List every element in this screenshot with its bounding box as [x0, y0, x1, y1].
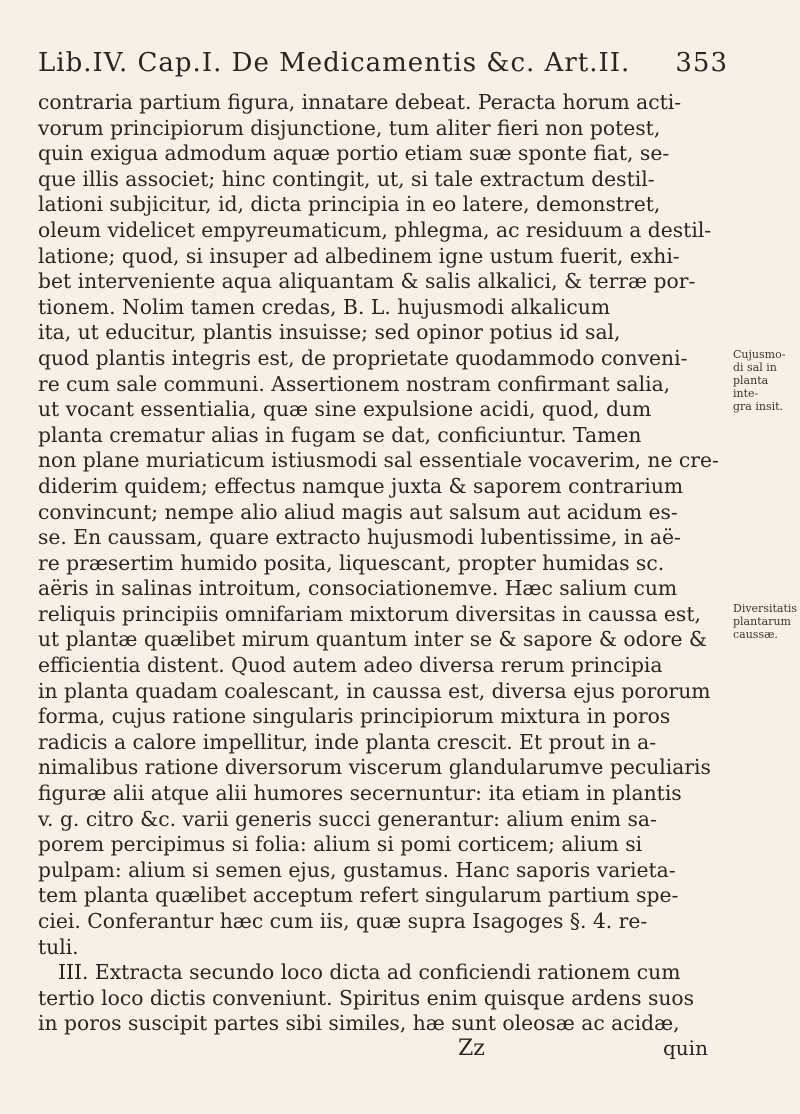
text-line: in planta quadam coalescant, in caussa est, diversa ejus pororum — [38, 678, 711, 703]
text-line: aëris in salinas introitum, consociationemve. Hæc salium cum — [38, 576, 678, 601]
text-line: quin exigua admodum aquæ portio etiam suæ sponte fiat, se- — [38, 141, 670, 166]
text-line: diderim quidem; effectus namque juxta & saporem contrarium — [38, 473, 684, 498]
text-line: convincunt; nempe alio aliud magis aut salsum aut acidum es- — [38, 499, 678, 524]
text-line: se. En caussam, quare extracto hujusmodi lubentissime, in aë- — [38, 525, 681, 550]
catchword: quin — [663, 1036, 708, 1060]
text-line: figuræ alii atque alii humores secernuntur: ita etiam in plantis — [38, 781, 682, 806]
text-line: oleum videlicet empyreumaticum, phlegma, ac residuum a destil- — [38, 217, 712, 242]
side-note-line: di sal in — [733, 361, 777, 374]
text-line: forma, cujus ratione singularis principiorum mixtura in poros — [38, 704, 671, 729]
text-line: pulpam: alium si semen ejus, gustamus. Hanc saporis varieta- — [38, 857, 676, 882]
side-note-1 — [733, 348, 795, 413]
side-note-line: Cujusmo- — [733, 348, 786, 361]
text-line: in poros suscipit partes sibi similes, hæ sunt oleosæ ac acidæ, — [38, 1011, 680, 1036]
text-line: porem percipimus si folia: alium si pomi corticem; alium si — [38, 832, 643, 857]
side-note-line: gra insit. — [733, 400, 784, 413]
text-line: latione; quod, si insuper ad albedinem igne ustum fuerit, exhi- — [38, 243, 680, 268]
text-line: ciei. Conferantur hæc cum iis, quæ supra Isagoges §. 4. re- — [38, 909, 648, 933]
text-line: reliquis principiis omnifariam mixtorum diversitas in caussa est, — [38, 601, 701, 626]
side-note-line: plantarum — [733, 615, 791, 628]
text-line: tertio loco dictis conveniunt. Spiritus enim quisque ardens suos — [38, 985, 695, 1010]
text-line: bet interveniente aqua aliquantam & salis alkalici, & terræ por- — [38, 269, 696, 294]
running-title: Lib.IV. Cap.I. De Medicamentis &c. Art.II. — [38, 48, 631, 78]
text-line: III. Extracta secundo loco dicta ad conficiendi rationem cum — [58, 960, 681, 985]
signature-mark: Zz — [458, 1036, 485, 1061]
text-line: re præsertim humido posita, liquescant, propter humidas sc. — [38, 550, 665, 575]
page-number: 353 — [675, 48, 728, 78]
side-note-2 — [733, 602, 798, 641]
side-note-line: caussæ. — [733, 628, 778, 641]
side-note-line: Diversitatis — [733, 602, 798, 615]
text-line: ut vocant essentialia, quæ sine expulsione acidi, quod, dum — [38, 397, 652, 422]
side-note-line: planta inte- — [733, 374, 769, 400]
text-line: tem planta quælibet acceptum refert singularum partium spe- — [38, 883, 679, 908]
text-line: re cum sale communi. Assertionem nostram confirmant salia, — [38, 371, 671, 396]
text-line: que illis associet; hinc contingit, ut, si tale extractum destil- — [38, 166, 655, 191]
text-line: non plane muriaticum istiusmodi sal essentiale vocaverim, ne cre- — [38, 448, 719, 473]
text-line: v. g. citro &c. varii generis succi generantur: alium enim sa- — [38, 806, 657, 831]
text-line: tionem. Nolim tamen credas, B. L. hujusmodi alkalicum — [38, 294, 611, 319]
text-line: tuli. — [38, 934, 79, 959]
text-line: vorum principiorum disjunctione, tum aliter fieri non potest, — [38, 115, 661, 140]
text-line: nimalibus ratione diversorum viscerum glandularumve peculiaris — [38, 755, 711, 780]
text-line: lationi subjicitur, id, dicta principia in eo latere, demonstret, — [38, 192, 661, 217]
text-line: radicis a calore impellitur, inde planta crescit. Et prout in a- — [38, 729, 657, 754]
running-header — [38, 48, 728, 88]
text-line: ut plantæ quælibet mirum quantum inter se & sapore & odore & — [38, 627, 707, 652]
text-line: ita, ut educitur, plantis insuisse; sed opinor potius id sal, — [38, 320, 621, 345]
text-line: planta crematur alias in fugam se dat, conficiuntur. Tamen — [38, 422, 642, 447]
text-line: contraria partium figura, innatare debeat. Peracta horum acti- — [38, 90, 682, 114]
body-text — [38, 90, 728, 1037]
text-line: efficientia distent. Quod autem adeo diversa rerum principia — [38, 653, 663, 678]
text-line: quod plantis integris est, de proprietate quodammodo conveni- — [38, 345, 688, 370]
